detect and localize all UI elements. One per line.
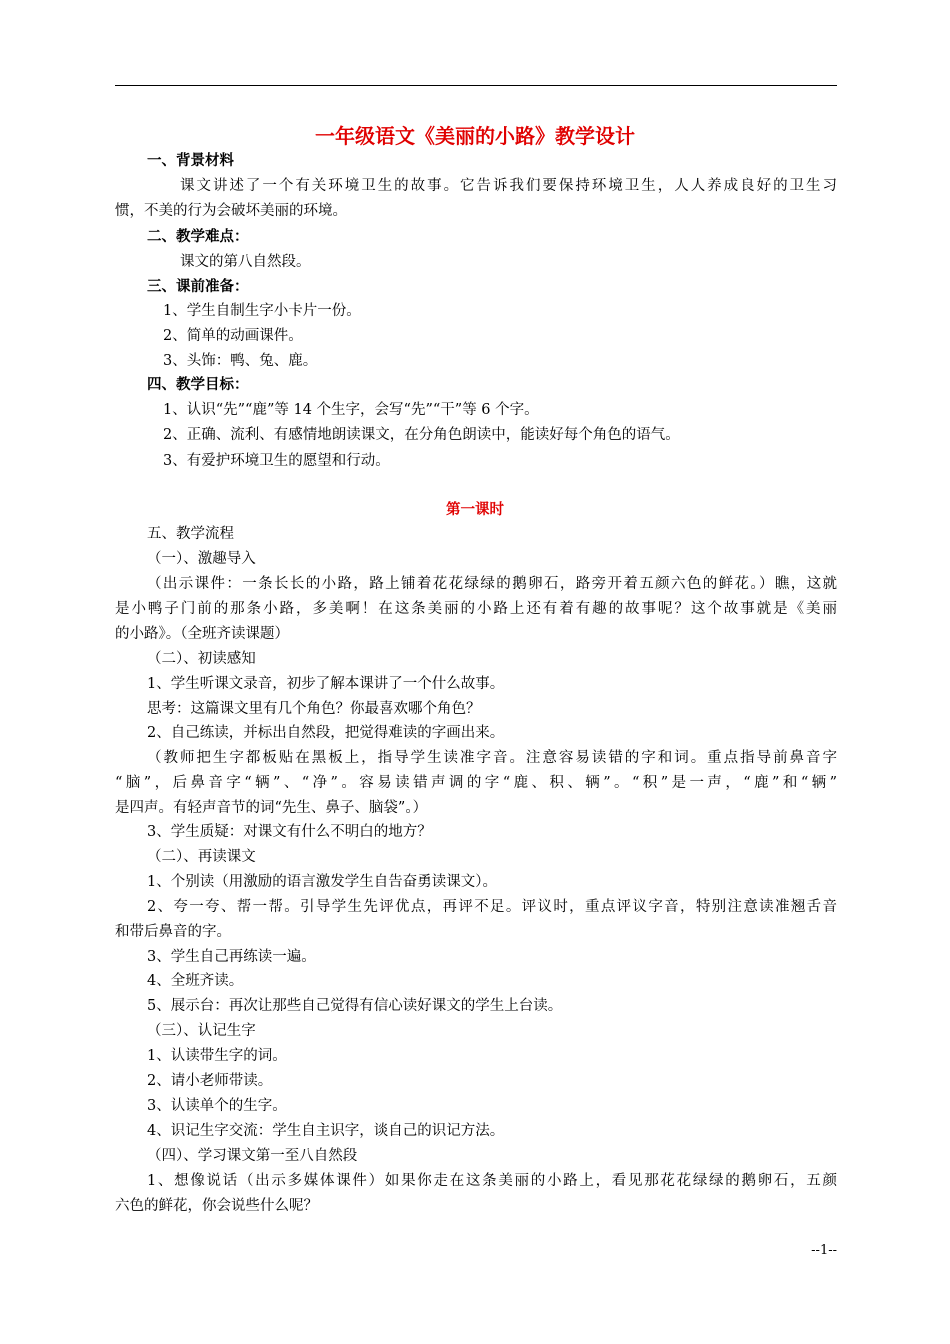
- paragraph-line: 1、想像说话（出示多媒体课件）如果你走在这条美丽的小路上，看见那花花绿绿的鹅卵石，五颜: [147, 1173, 837, 1189]
- paragraph-line: 5、展示台：再次让那些自己觉得有信心读好课文的学生上台读。: [147, 998, 563, 1014]
- paragraph-line: 2、夸一夸、帮一帮。引导学生先评优点，再评不足。评议时，重点评议字音，特别注意读准翘舌音: [147, 899, 837, 915]
- subsection-heading: （三）、认记生字: [147, 1023, 256, 1039]
- paragraph-line: 惯，不美的行为会破坏美丽的环境。: [115, 203, 347, 219]
- paragraph-line: 课文讲述了一个有关环境卫生的故事。它告诉我们要保持环境卫生，人人养成良好的卫生习: [180, 178, 837, 194]
- list-item: 2、简单的动画课件。: [163, 328, 303, 344]
- heading-difficulty: 二、教学难点：: [147, 228, 249, 245]
- paragraph-line: 是小鸭子门前的那条小路，多美啊！在这条美丽的小路上还有着有趣的故事呢？这个故事就是《美丽: [115, 601, 837, 617]
- paragraph-line: 3、学生质疑：对课文有什么不明白的地方？: [147, 824, 432, 840]
- heading-objectives: 四、教学目标：: [147, 376, 249, 393]
- paragraph-line: 3、认读单个的生字。: [147, 1098, 287, 1114]
- paragraph-line: 4、识记生字交流：学生自主识字，谈自己的识记方法。: [147, 1123, 505, 1139]
- paragraph-line: 六色的鲜花，你会说些什么呢？: [115, 1198, 318, 1214]
- list-item: 1、学生自制生字小卡片一份。: [163, 303, 361, 319]
- subsection-heading: （一）、激趣导入: [147, 551, 256, 567]
- subsection-heading: （四）、学习课文第一至八自然段: [147, 1148, 358, 1164]
- paragraph-line: 思考：这篇课文里有几个角色？你最喜欢哪个角色？: [147, 701, 481, 717]
- subsection-heading: （二）、初读感知: [147, 651, 256, 667]
- paragraph-line: 1、个别读（用激励的语言激发学生自告奋勇读课文）。: [147, 874, 497, 890]
- document-title: 一年级语文《美丽的小路》教学设计: [315, 124, 635, 148]
- paragraph-line: 1、学生听课文录音，初步了解本课讲了一个什么故事。: [147, 676, 505, 692]
- list-item: 3、有爱护环境卫生的愿望和行动。: [163, 453, 390, 469]
- paragraph-line: （教师把生字都板贴在黑板上，指导学生读准字音。注意容易读错的字和词。重点指导前鼻音字: [147, 750, 837, 766]
- paragraph-line: 2、自己练读，并标出自然段，把觉得难读的字画出来。: [147, 725, 505, 741]
- subsection-heading: （二）、再读课文: [147, 849, 256, 865]
- list-item: 2、正确、流利、有感情地朗读课文，在分角色朗读中，能读好每个角色的语气。: [163, 427, 680, 443]
- header-rule: [115, 85, 837, 86]
- paragraph-line: （出示课件：一条长长的小路，路上铺着花花绿绿的鹅卵石，路旁开着五颜六色的鲜花。）瞧，这就: [147, 576, 837, 592]
- paragraph-line: 2、请小老师带读。: [147, 1073, 273, 1089]
- list-item: 3、头饰：鸭、兔、鹿。: [163, 353, 318, 369]
- paragraph-line: 3、学生自己再练读一遍。: [147, 949, 316, 965]
- lesson-heading: 第一课时: [446, 501, 504, 518]
- section-heading: 五、教学流程: [147, 526, 234, 542]
- paragraph-line: 和带后鼻音的字。: [115, 924, 231, 940]
- heading-background: 一、背景材料: [147, 152, 234, 169]
- paragraph-line: 1、认读带生字的词。: [147, 1048, 287, 1064]
- paragraph-line: 的小路》。（全班齐读课题）: [115, 626, 289, 642]
- paragraph-line: 4、全班齐读。: [147, 973, 244, 989]
- page-number: --1--: [811, 1243, 837, 1258]
- heading-preparation: 三、课前准备：: [147, 278, 249, 295]
- paragraph-line: 是四声。有轻声音节的词“先生、鼻子、脑袋”。）: [115, 800, 428, 816]
- paragraph-line: 课文的第八自然段。: [180, 254, 311, 270]
- list-item: 1、认识“先”“鹿”等 14 个生字，会写“先”“干”等 6 个字。: [163, 402, 539, 418]
- paragraph-line: “脑”，后鼻音字“辆”、“净”。容易读错声调的字“鹿、积、辆”。“积”是一声，“鹿”和“辆”: [115, 775, 837, 791]
